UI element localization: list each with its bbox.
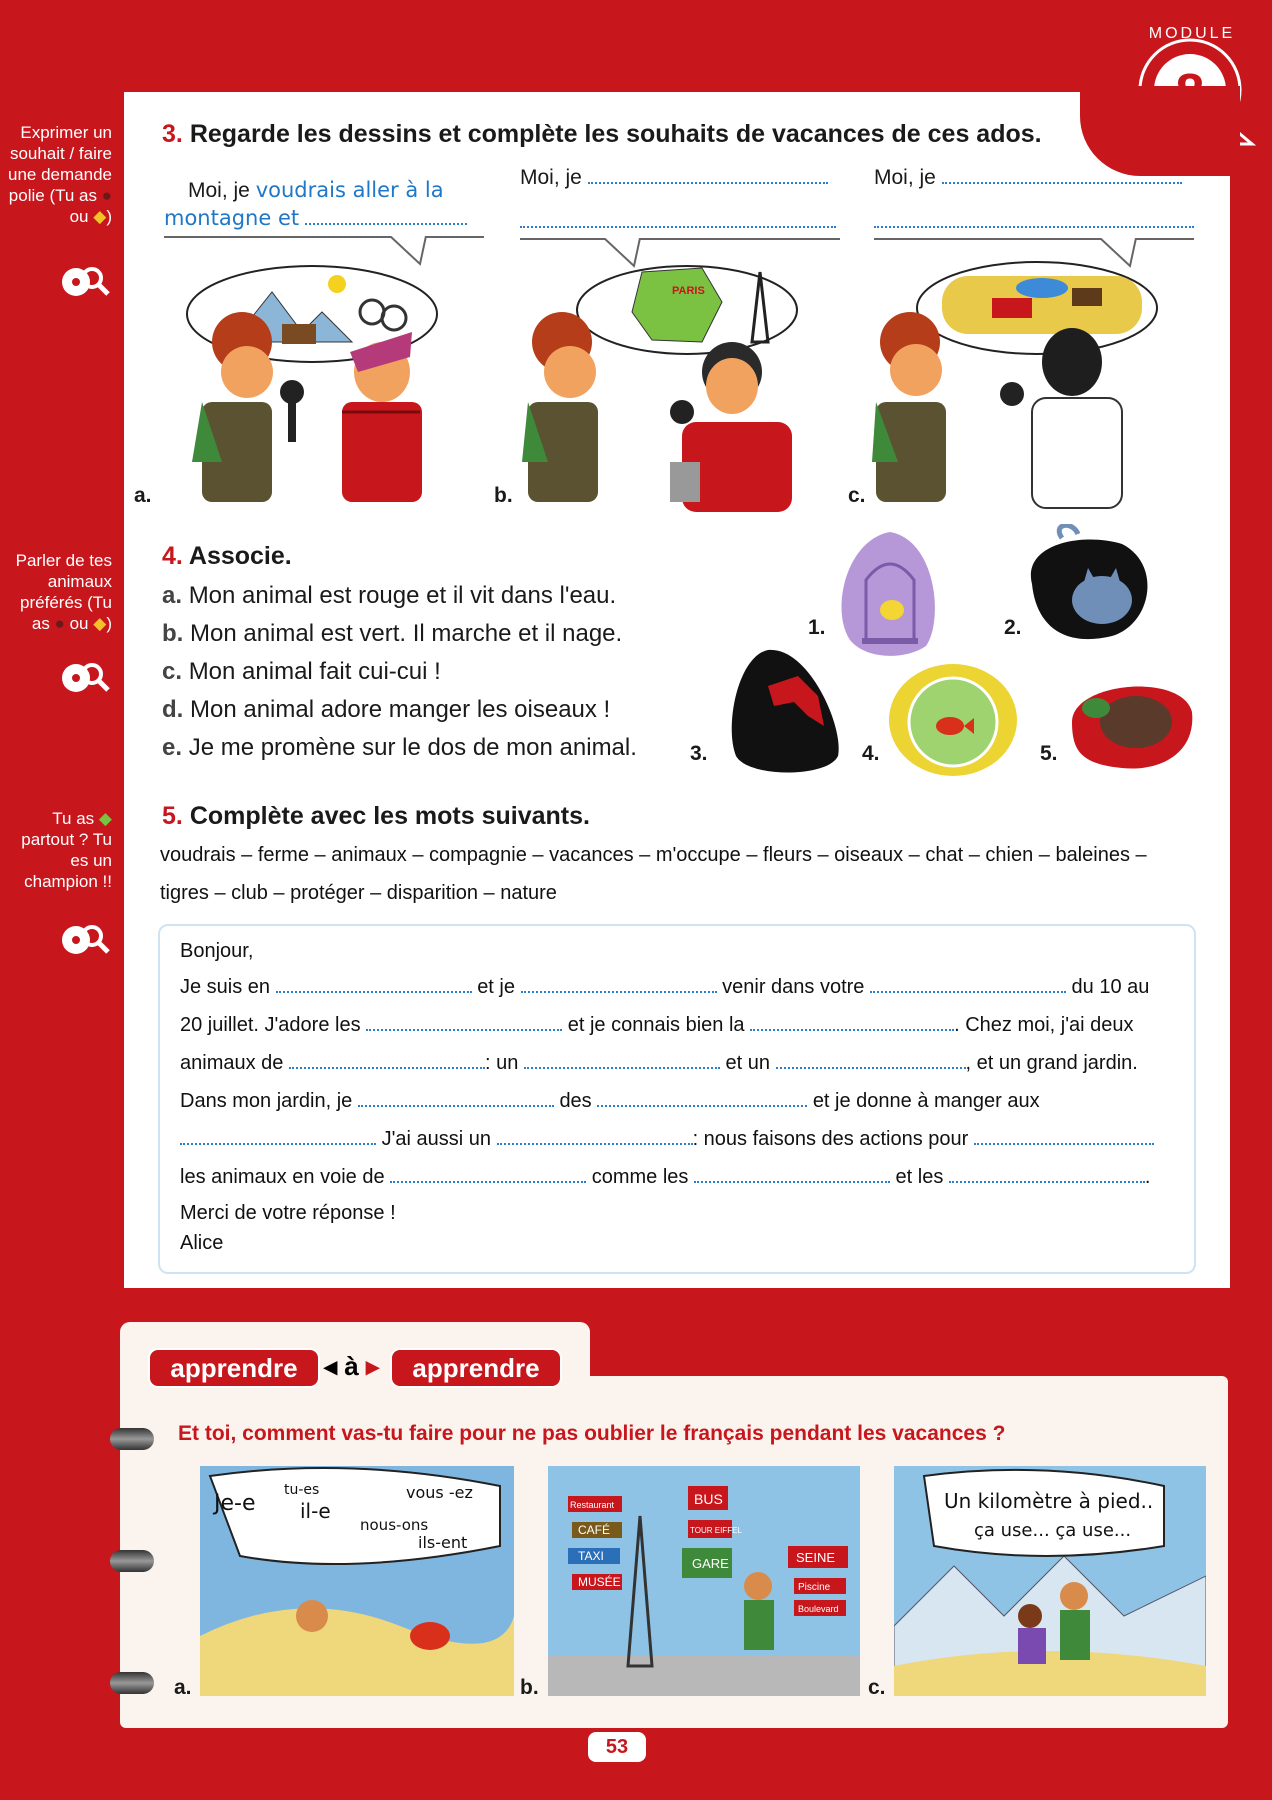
- apprendre-middle: ◂ à ▸: [324, 1351, 380, 1381]
- blank[interactable]: [497, 1129, 693, 1145]
- letter-line-6: les animaux en voie de comme les et les .: [180, 1166, 1151, 1188]
- comic-label-a: a.: [174, 1676, 192, 1699]
- sign-text: SEINE: [796, 1550, 836, 1565]
- panel-a-text-3: il-e: [300, 1499, 331, 1523]
- map-paris-label: PARIS: [672, 285, 705, 297]
- letter-line-1: Je suis en et je venir dans votre du 10 au: [180, 976, 1150, 998]
- sign-text: Boulevard: [798, 1604, 839, 1614]
- ex4-title: 4. Associe.: [162, 542, 292, 570]
- ex3-bubble-c-prefix: Moi, je: [874, 166, 1182, 190]
- animal-label-1: 1.: [808, 616, 826, 639]
- animal-label-2: 2.: [1004, 616, 1022, 639]
- blank[interactable]: [870, 977, 1066, 993]
- panel-a-text-2: tu-es: [284, 1482, 320, 1498]
- animal-bird-in-cage: [836, 530, 944, 658]
- sign-text: MUSÉE: [578, 1575, 621, 1589]
- comic-panel-b-paris-signs: [548, 1466, 860, 1696]
- blank[interactable]: [390, 1167, 586, 1183]
- panel-c-text-2: ça use... ça use...: [974, 1520, 1132, 1541]
- panel-a-text-1: Je-e: [214, 1491, 256, 1516]
- blank[interactable]: [521, 977, 717, 993]
- panel-a-text-5: nous-ons: [360, 1516, 429, 1534]
- letter-line-3: animaux de : un et un , et un grand jardin.: [180, 1052, 1138, 1074]
- ex3-title: 3. Regarde les dessins et complète les souhaits de vacances de ces ados.: [162, 120, 1042, 148]
- animal-goldfish-bowl: [888, 660, 1018, 778]
- animal-label-5: 5.: [1040, 742, 1058, 765]
- cd-search-icon[interactable]: [58, 920, 112, 960]
- apprendre-question: Et toi, comment vas-tu faire pour ne pas oublier le français pendant les vacances ?: [178, 1422, 1006, 1445]
- sign-text: CAFÉ: [578, 1523, 611, 1537]
- blank[interactable]: [776, 1053, 966, 1069]
- ex4-item-a: a. Mon animal est rouge et il vit dans l'eau.: [162, 582, 617, 609]
- letter-greeting: Bonjour,: [180, 940, 254, 962]
- panel-a-text-6: ils-ent: [418, 1533, 468, 1552]
- animal-turtle: [1062, 672, 1196, 772]
- letter-closing: Merci de votre réponse !: [180, 1202, 396, 1224]
- ex4-item-e: e. Je me promène sur le dos de mon animal.: [162, 734, 637, 761]
- letter-box: [158, 924, 1196, 1274]
- ex3-label-a: a.: [134, 484, 152, 507]
- ex3-bubble-a-line2: montagne et: [164, 206, 467, 231]
- blank[interactable]: [358, 1091, 554, 1107]
- animal-cat: [1022, 524, 1156, 642]
- sign-text: BUS: [694, 1491, 723, 1507]
- page-number: 53: [588, 1732, 646, 1762]
- margin-note-souhait: Exprimer un souhait / faire une demande polie (Tu as ● ou ◆): [8, 123, 112, 226]
- blank[interactable]: [180, 1129, 376, 1145]
- illustration-a-mountain-interview: [162, 262, 452, 512]
- blank[interactable]: [289, 1053, 485, 1069]
- comic-panel-c-hiking: [894, 1466, 1206, 1696]
- sign-text: TAXI: [578, 1549, 604, 1563]
- ex4-item-c: c. Mon animal fait cui-cui !: [162, 658, 441, 685]
- notebook-ring: [110, 1550, 154, 1572]
- ex4-item-d: d. Mon animal adore manger les oiseaux !: [162, 696, 611, 723]
- ex5-word-bank-line2: tigres – club – protéger – disparition – nature: [160, 882, 557, 904]
- ex3-bubble-b-dots[interactable]: [520, 226, 836, 228]
- ex3-bubble-a-prefix: Moi, je voudrais aller à la: [188, 178, 444, 202]
- ex5-word-bank-line1: voudrais – ferme – animaux – compagnie – vacances – m'occupe – fleurs – oiseaux – chat – chien – baleines –: [160, 844, 1147, 866]
- ex3-bubble-c-base: [874, 238, 1194, 240]
- ex3-label-b: b.: [494, 484, 513, 507]
- letter-line-2: 20 juillet. J'adore les et je connais bien la . Chez moi, j'ai deux: [180, 1014, 1134, 1036]
- cd-search-icon[interactable]: [58, 658, 112, 698]
- panel-corner-cut: [1080, 86, 1240, 176]
- sign-text: Restaurant: [570, 1500, 615, 1510]
- blank[interactable]: [366, 1015, 562, 1031]
- letter-line-4: Dans mon jardin, je des et je donne à manger aux: [180, 1090, 1040, 1112]
- animal-horse: [728, 646, 842, 778]
- letter-signature: Alice: [180, 1232, 224, 1254]
- apprendre-right-pill: apprendre: [390, 1348, 562, 1388]
- margin-note-animaux: Parler de tes animaux préférés (Tu as ● ou ◆): [15, 551, 112, 633]
- blank[interactable]: [750, 1015, 954, 1031]
- ex3-label-c: c.: [848, 484, 866, 507]
- ex5-title: 5. Complète avec les mots suivants.: [162, 802, 590, 830]
- panel-c-text-1: Un kilomètre à pied..: [944, 1489, 1154, 1513]
- margin-note-champion: Tu as ◆ partout ? Tu es un champion !!: [21, 809, 112, 891]
- ex3-answer-a-line1: voudrais aller à la: [255, 178, 444, 202]
- comic-label-b: b.: [520, 1676, 539, 1699]
- ex3-bubble-a-base: [164, 236, 484, 238]
- ex3-bubble-b-prefix: Moi, je: [520, 166, 828, 190]
- cd-search-icon[interactable]: [58, 262, 112, 302]
- apprendre-left-pill: apprendre: [148, 1348, 320, 1388]
- illustration-b-france-interview: [522, 262, 812, 512]
- comic-label-c: c.: [868, 1676, 886, 1699]
- notebook-ring: [110, 1672, 154, 1694]
- blank[interactable]: [524, 1053, 720, 1069]
- animal-label-4: 4.: [862, 742, 880, 765]
- ex3-bubble-c-dots[interactable]: [874, 226, 1194, 228]
- blank[interactable]: [276, 977, 472, 993]
- sign-text: Piscine: [798, 1582, 831, 1593]
- animal-label-3: 3.: [690, 742, 708, 765]
- letter-line-5: J'ai aussi un : nous faisons des actions pour: [180, 1128, 1154, 1151]
- notebook-ring: [110, 1428, 154, 1450]
- blank[interactable]: [949, 1167, 1145, 1183]
- sign-text: TOUR EIFFEL: [690, 1526, 742, 1535]
- ex4-item-b: b. Mon animal est vert. Il marche et il nage.: [162, 620, 623, 647]
- module-word: MODULE: [1148, 25, 1236, 42]
- blank[interactable]: [597, 1091, 807, 1107]
- blank[interactable]: [694, 1167, 890, 1183]
- sign-text: GARE: [692, 1556, 729, 1571]
- comic-panel-a-beach: [200, 1466, 514, 1696]
- ex3-bubble-b-base: [520, 238, 840, 240]
- illustration-c-nature-interview: [872, 258, 1162, 512]
- blank[interactable]: [974, 1129, 1154, 1145]
- panel-a-text-4: vous -ez: [406, 1483, 473, 1502]
